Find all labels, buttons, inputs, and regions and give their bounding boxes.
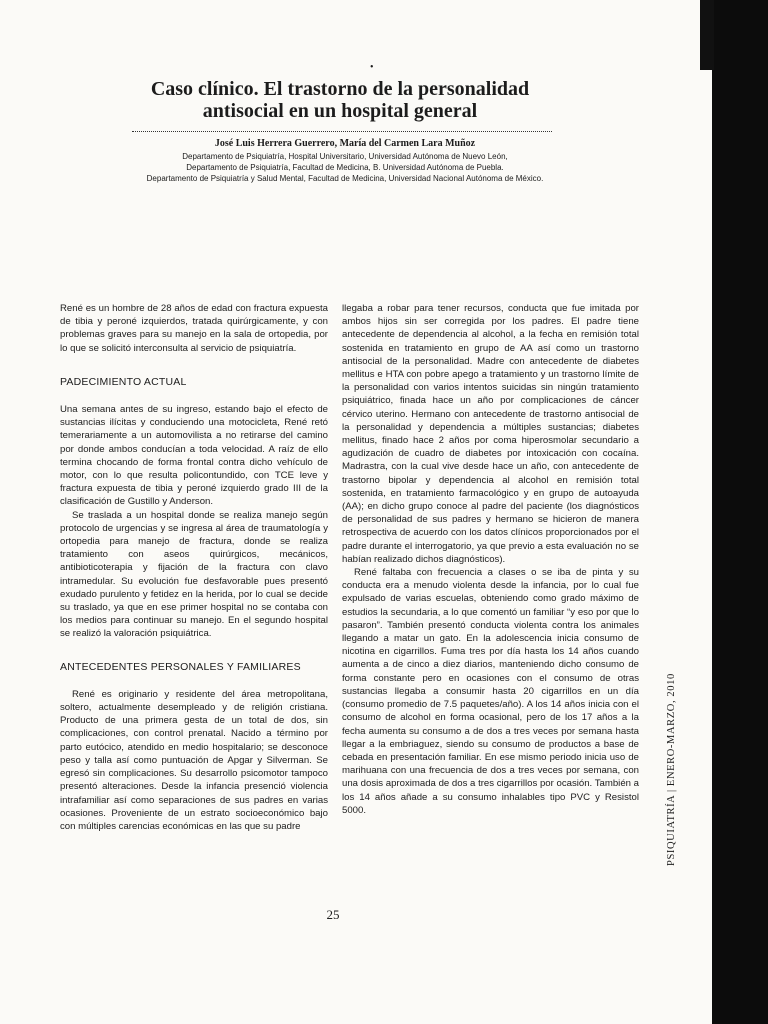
affiliation-1: Departamento de Psiquiatría, Hospital Universitario, Universidad Autónoma de Nuevo León,	[182, 152, 508, 161]
body-paragraph: René faltaba con frecuencia a clases o se iba de pinta y su conducta era a menudo violenta desde la infancia, por lo cual fue expulsado de varias escuelas, obteniendo como grado máximo de estudios la secundaria, a lo que comentó un familiar “y eso por que lo pasaron”. También presentó conducta violenta contra los animales llegando a matar un gato. En la adolescencia inicia consumo de nicotina en cigarrillos. Fuma tres por día hasta los 14 años cuando aumenta a de cinco a diez diarios, manteniendo dicho consumo de forma constante pero en ocasiones con el consumo de otras sustancias llegaba a consumir hasta 20 cigarrillos en un día (consumo promedio de 7.5 paquetes/año). A los 14 años inicia con el consumo de alcohol en forma ocasional, pero de los 17 años a la fecha aumenta su consumo a de dos a tres veces por semana hasta llegar a la embriaguez, siendo su consumo de productos a base de cebada en presentación familiar. En ese mismo periodo inicia uso de marihuana con una frecuencia de dos a tres veces por semana, con una dosis aproximada de dos a tres cigarrillos por ocasión. También a los 14 años añade a su consumo inhalables tipo PVC y Resistol 5000.	[342, 567, 639, 816]
scan-edge-notch	[700, 0, 714, 70]
intro-paragraph: René es un hombre de 28 años de edad con fractura expuesta de tibia y peroné izquierdos, tratada quirúrgicamente, y con problemas graves para su manejo en la sala de ortopedia, por lo que se solicitó interconsulta al servicio de psiquiatría.	[60, 303, 328, 354]
scan-dark-edge	[712, 0, 768, 1024]
left-column	[60, 302, 328, 833]
section-heading-padecimiento: PADECIMIENTO ACTUAL	[60, 375, 187, 388]
title-line-1: Caso clínico. El trastorno de la personalidad	[150, 78, 530, 100]
author-list: José Luis Herrera Guerrero, María del Carmen Lara Muñoz	[214, 138, 476, 149]
article-title	[130, 78, 550, 122]
right-column	[342, 302, 639, 817]
body-paragraph: llegaba a robar para tener recursos, conducta que fue imitada por ambos hijos sin ser corregida por los padres. El padre tiene antecedente de dependencia al alcohol, a la fecha en remisión total sostenida en tratamiento en grupo de AA así como un trastorno antisocial de la personalidad. Madre con antecedente de diabetes mellitus e HTA con pobre apego a tratamiento y un trastorno límite de la personalidad con varios intentos suicidas sin ningún tratamiento psiquiátrico, finada hace un año por complicaciones de cáncer cérvico uterino. Hermano con antecedente de trastorno antisocial de la personalidad y dependencia a múltiples sustancias; diabetes mellitus, finado hace 2 años por coma hiperosmolar secundario a agudización de cuadro de diabetes por intoxicación con cocaína. Madrastra, con la cual vive desde hace un año, con antecedente de trastorno bipolar y dependencia al alcohol en remisión total sostenida, en tratamiento farmacológico y en grupo de autoayuda (AA); en dicho grupo conoce al padre del paciente (los diagnósticos de personalidad de sus padres y hermano se hicieron de manera retrospectiva de acuerdo con los datos clínicos proporcionados por el padre durante el interrogatorio, ya que previo a esta evaluación no se habían realizado dichos diagnósticos).	[342, 303, 639, 565]
body-paragraph: Una semana antes de su ingreso, estando bajo el efecto de sustancias ilícitas y conduciendo una motocicleta, René retó temerariamente a un automovilista a no retirarse del camino por donde ambos conducían a toda velocidad. A raíz de ello termina chocando de forma frontal contra dicho vehículo de motor, con lo que resulta policontundido, con TCE leve y fractura expuesta de tibia y peroné izquierdo grado III de la clasificación de Gustillo y Anderson.	[60, 404, 328, 508]
section-heading-antecedentes: ANTECEDENTES PERSONALES Y FAMILIARES	[60, 660, 301, 673]
affiliation-2: Departamento de Psiquiatría, Facultad de Medicina, B. Universidad Autónoma de Puebla.	[186, 163, 504, 172]
page-number: 25	[326, 907, 340, 922]
print-mark: •	[370, 62, 374, 73]
title-line-2: antisocial en un hospital general	[202, 100, 478, 122]
affiliations	[70, 151, 620, 184]
running-head: PSIQUIATRÍA | ENERO-MARZO, 2010	[666, 673, 677, 866]
affiliation-3: Departamento de Psiquiatría y Salud Mental, Facultad de Medicina, Universidad Nacional Autónoma de México.	[146, 174, 544, 183]
body-paragraph: René es originario y residente del área metropolitana, soltero, actualmente desempleado y de religión cristiana. Producto de una primera gesta de un total de dos, sin complicaciones, con control prenatal. Nacido a término por parto eutócico, atendido en medio hospitalario; se desconoce peso y talla así como puntuación de Apgar y Silverman. Se egresó sin complicaciones. Su desarrollo psicomotor tampoco presentó alteraciones. Desde la infancia presenció violencia intrafamiliar así como separaciones de sus padres en varias ocasiones. Proveniente de un estrato socioeconómico bajo con múltiples carencias económicas en las que su padre	[60, 688, 328, 832]
title-divider	[132, 131, 552, 132]
body-paragraph: Se traslada a un hospital donde se realiza manejo según protocolo de urgencias y se ingresa al área de traumatología y ortopedia para manejo de fractura, donde se realiza tratamiento con aseos quirúrgicos, mecánicos, antibioticoterapia y fijación de la fractura con clavo intramedular. Su evolución fue desfavorable pues presentó exudado purulento y fetidez en la herida, por lo cual se decide su traslado, ya que en ese primer hospital no se contaba con los medios para continuar su manejo. En el segundo hospital se realizó la valoración psiquiátrica.	[60, 509, 328, 640]
